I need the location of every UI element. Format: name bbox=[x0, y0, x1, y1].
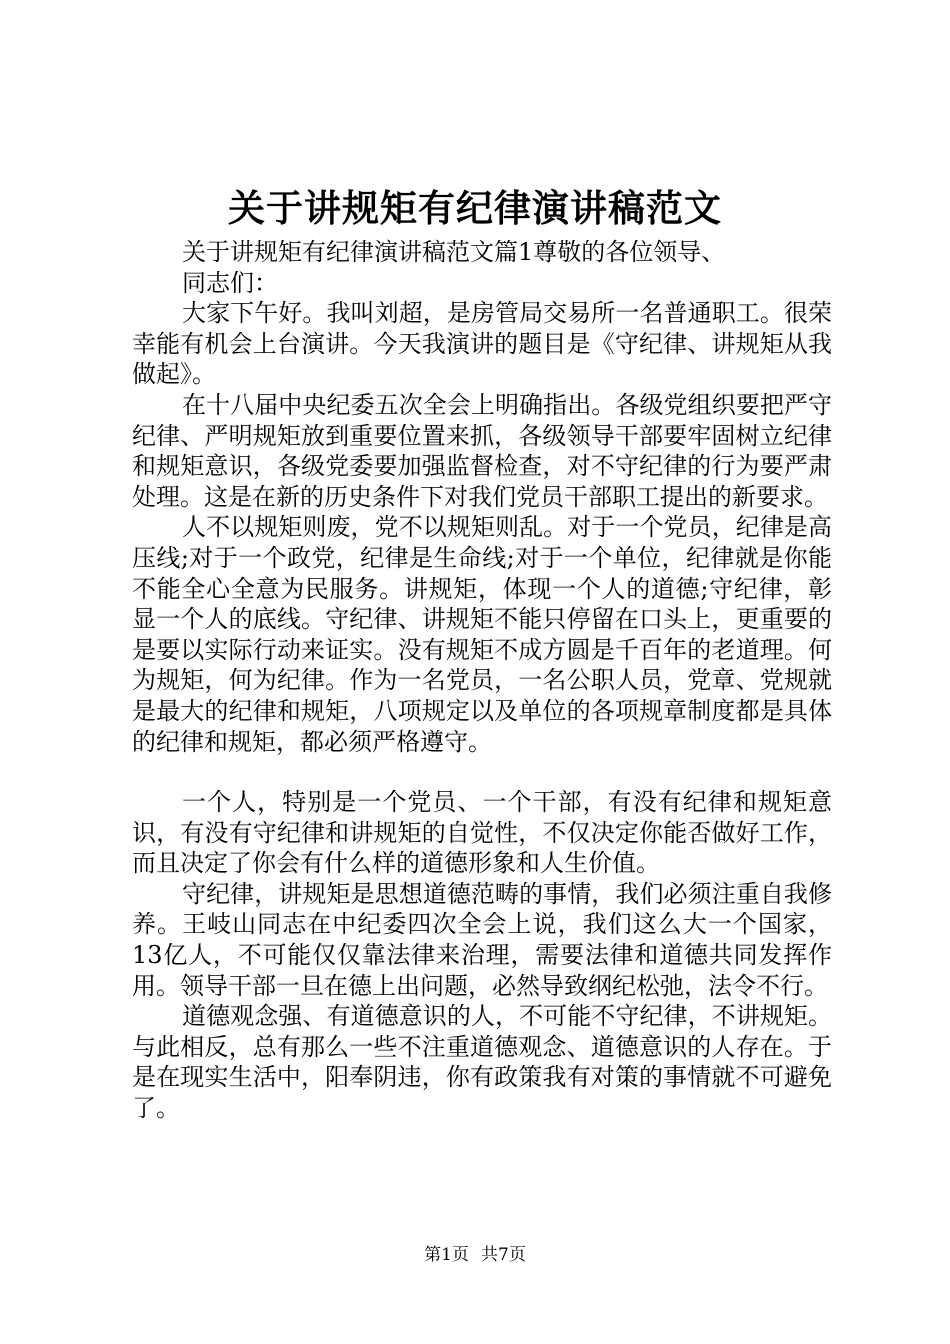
intro-line: 关于讲规矩有纪律演讲稿范文篇1尊敬的各位领导、 bbox=[182, 238, 726, 266]
page-footer bbox=[0, 1244, 950, 1266]
paragraph: 道德观念强、有道德意识的人，不可能不守纪律，不讲规矩。与此相反，总有那么一些不注重道德观念、道德意识的人存在。于是在现实生活中，阳奉阴违，你有政策我有对策的事情就不可避免了。 bbox=[132, 1002, 832, 1123]
paragraph: 守纪律，讲规矩是思想道德范畴的事情，我们必须注重自我修养。王岐山同志在中纪委四次全会上说，我们这么大一个国家，13亿人，不可能仅仅靠法律来治理，需要法律和道德共同发挥作用。领导干部一旦在德上出问题，必然导致纲纪松弛，法令不行。 bbox=[132, 879, 832, 1000]
document-title: 关于讲规矩有纪律演讲稿范文 bbox=[228, 186, 722, 230]
page-number-total: 共7页 bbox=[481, 1245, 526, 1265]
paragraph: 大家下午好。我叫刘超，是房管局交易所一名普通职工。很荣幸能有机会上台演讲。今天我演讲的题目是《守纪律、讲规矩从我做起》。 bbox=[132, 299, 832, 389]
paragraph: 人不以规矩则废，党不以规矩则乱。对于一个党员，纪律是高压线;对于一个政党，纪律是生命线;对于一个单位，纪律就是你能不能全心全意为民服务。讲规矩，体现一个人的道德;守纪律，彰显一个人的底线。守纪律、讲规矩不能只停留在口头上，更重要的是要以实际行动来证实。没有规矩不成方圆是千百年的老道理。何为规矩，何为纪律。作为一名党员，一名公职人员，党章、党规就是最大的纪律和规矩，八项规定以及单位的各项规章制度都是具体的纪律和规矩，都必须严格遵守。 bbox=[132, 513, 832, 756]
page-number-current: 第1页 bbox=[424, 1245, 469, 1265]
document-body bbox=[132, 237, 832, 1124]
paragraph: 一个人，特别是一个党员、一个干部，有没有纪律和规矩意识，有没有守纪律和讲规矩的自觉性，不仅决定你能否做好工作，而且决定了你会有什么样的道德形象和人生价值。 bbox=[132, 788, 832, 878]
paragraph-spacer bbox=[132, 757, 832, 787]
salutation-line: 同志们： bbox=[182, 268, 278, 297]
paragraph: 在十八届中央纪委五次全会上明确指出。各级党组织要把严守纪律、严明规矩放到重要位置来抓，各级领导干部要牢固树立纪律和规矩意识，各级党委要加强监督检查，对不守纪律的行为要严肃处理。这是在新的历史条件下对我们党员干部职工提出的新要求。 bbox=[132, 390, 832, 511]
